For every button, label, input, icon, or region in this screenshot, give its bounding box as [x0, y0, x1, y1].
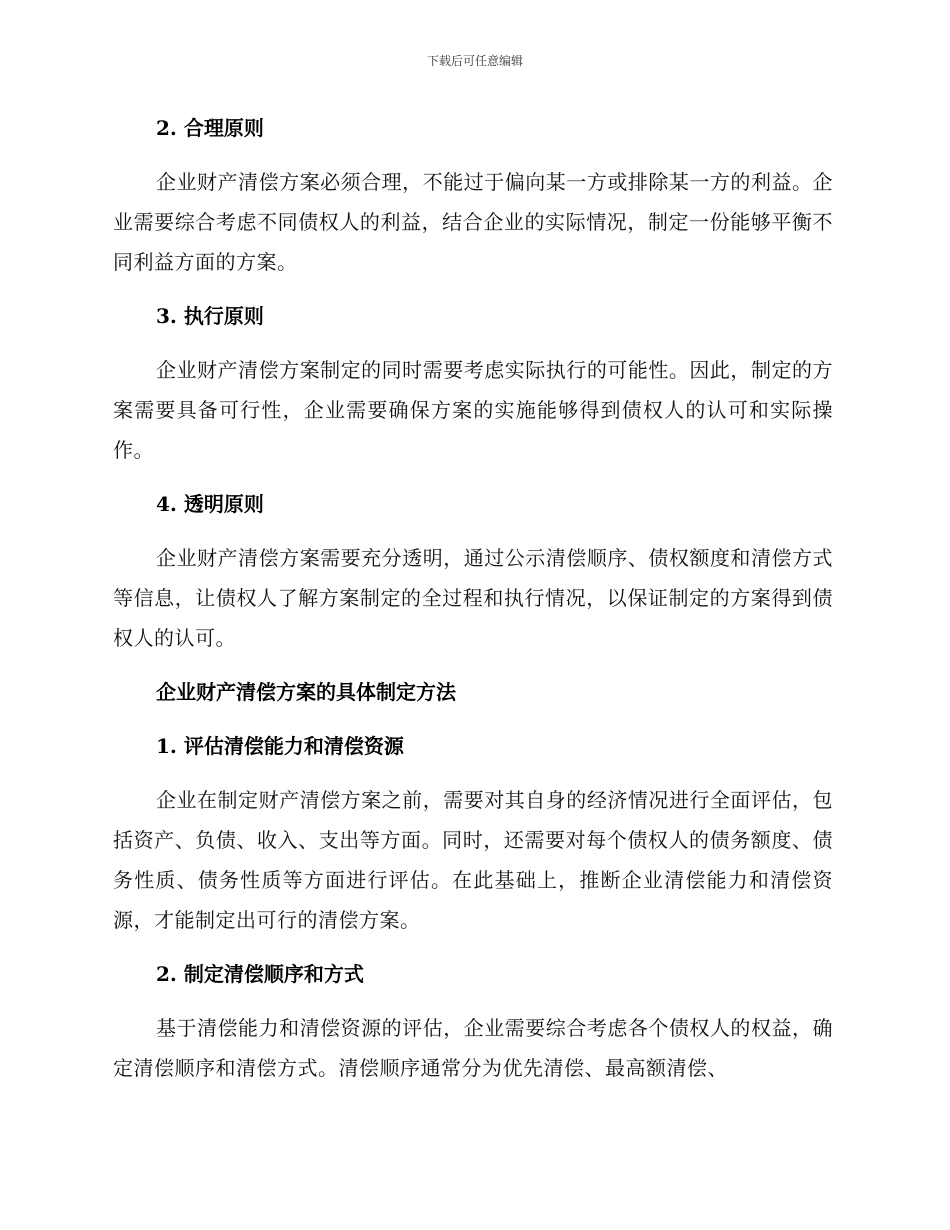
section-heading-execution-principle: 3. 执行原则: [156, 304, 264, 328]
paragraph-reasonable-principle: 企业财产清偿方案必须合理，不能过于偏向某一方或排除某一方的利益。企业需要综合考虑不同债权人的利益，结合企业的实际情况，制定一份能够平衡不同利益方面的方案。: [113, 170, 833, 274]
paragraph-order-and-method: 基于清偿能力和清偿资源的评估，企业需要综合考虑各个债权人的权益，确定清偿顺序和清偿方式。清偿顺序通常分为优先清偿、最高额清偿、: [113, 1016, 833, 1080]
chapter-heading-methods: 企业财产清偿方案的具体制定方法: [156, 680, 456, 704]
paragraph-execution-principle: 企业财产清偿方案制定的同时需要考虑实际执行的可能性。因此，制定的方案需要具备可行性，企业需要确保方案的实施能够得到债权人的认可和实际操作。: [113, 358, 833, 462]
page-header-note: 下载后可任意编辑: [426, 54, 523, 68]
document-body: [113, 108, 833, 1102]
section-heading-reasonable-principle: 2. 合理原则: [156, 116, 264, 140]
section-heading-transparency-principle: 4. 透明原则: [156, 492, 264, 516]
paragraph-assessment: 企业在制定财产清偿方案之前，需要对其自身的经济情况进行全面评估，包括资产、负债、收入、支出等方面。同时，还需要对每个债权人的债务额度、债务性质、债务性质等方面进行评估。在此基础上，推断企业清偿能力和清偿资源，才能制定出可行的清偿方案。: [113, 788, 833, 932]
section-heading-assessment: 1. 评估清偿能力和清偿资源: [156, 734, 404, 758]
paragraph-transparency-principle: 企业财产清偿方案需要充分透明，通过公示清偿顺序、债权额度和清偿方式等信息，让债权人了解方案制定的全过程和执行情况，以保证制定的方案得到债权人的认可。: [113, 546, 833, 650]
section-heading-order-and-method: 2. 制定清偿顺序和方式: [156, 962, 364, 986]
